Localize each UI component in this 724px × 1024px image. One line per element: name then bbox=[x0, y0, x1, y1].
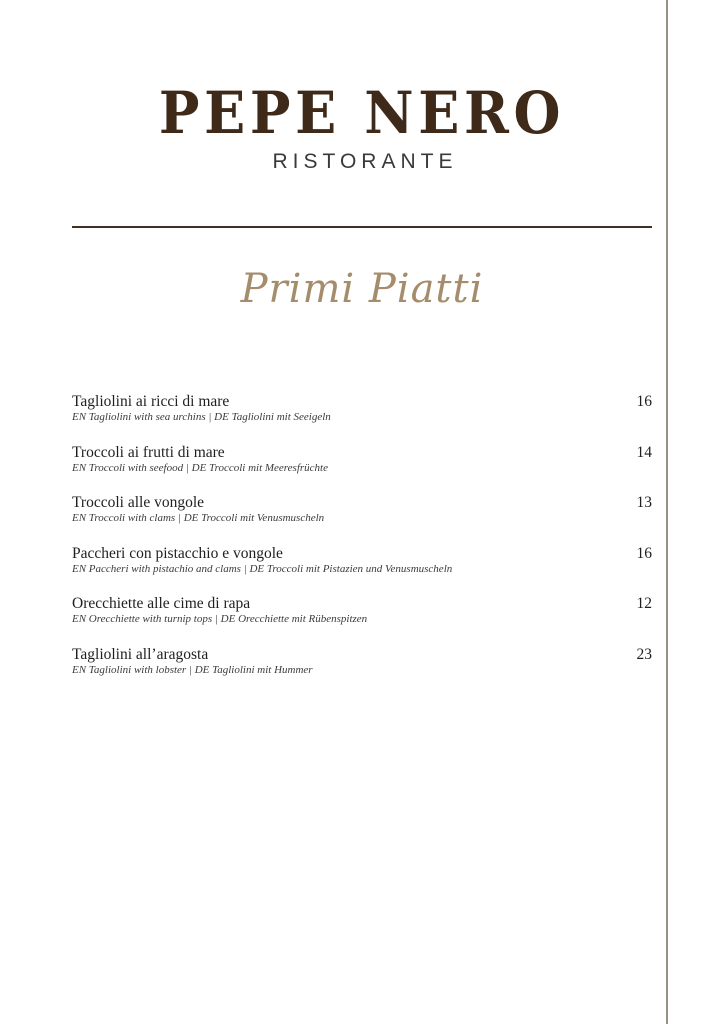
header-divider bbox=[72, 226, 652, 228]
restaurant-logo bbox=[72, 78, 652, 174]
menu-item bbox=[72, 392, 652, 443]
item-name: Tagliolini all’aragosta bbox=[72, 645, 209, 663]
item-name: Tagliolini ai ricci di mare bbox=[72, 393, 230, 410]
item-name: Paccheri con pistacchio e vongole bbox=[72, 544, 283, 562]
section-title: Primi Piatti bbox=[240, 266, 484, 312]
item-description: EN Troccoli with seefood | DE Troccoli mit Meeresfrüchte bbox=[72, 461, 328, 474]
item-description: EN Tagliolini with sea urchins | DE Tagliolini mit Seeigeln bbox=[72, 411, 331, 423]
menu-item bbox=[72, 544, 652, 595]
item-description: EN Tagliolini with lobster | DE Tagliolini mit Hummer bbox=[72, 663, 313, 676]
item-name: Troccoli alle vongole bbox=[72, 494, 205, 512]
menu-item bbox=[72, 493, 652, 544]
restaurant-name: PEPE NERO bbox=[158, 79, 566, 147]
item-name: Troccoli ai frutti di mare bbox=[72, 443, 225, 461]
item-price: 23 bbox=[636, 645, 652, 663]
restaurant-subtitle: RISTORANTE bbox=[272, 150, 458, 173]
menu-item bbox=[72, 443, 652, 494]
item-price: 12 bbox=[636, 595, 652, 613]
right-border-line bbox=[666, 0, 668, 1024]
menu-item bbox=[72, 645, 652, 696]
item-price: 13 bbox=[636, 494, 652, 512]
item-description: EN Troccoli with clams | DE Troccoli mit Venusmuscheln bbox=[72, 512, 325, 525]
item-description: EN Paccheri with pistachio and clams | DE Troccoli mit Pistazien und Venusmuscheln bbox=[72, 562, 453, 575]
item-price: 14 bbox=[636, 443, 652, 461]
item-price: 16 bbox=[636, 544, 652, 562]
item-description: EN Orecchiette with turnip tops | DE Orecchiette mit Rübenspitzen bbox=[72, 613, 368, 626]
menu-list bbox=[72, 392, 652, 696]
menu-item bbox=[72, 594, 652, 645]
item-price: 16 bbox=[636, 393, 652, 410]
item-name: Orecchiette alle cime di rapa bbox=[72, 595, 251, 613]
